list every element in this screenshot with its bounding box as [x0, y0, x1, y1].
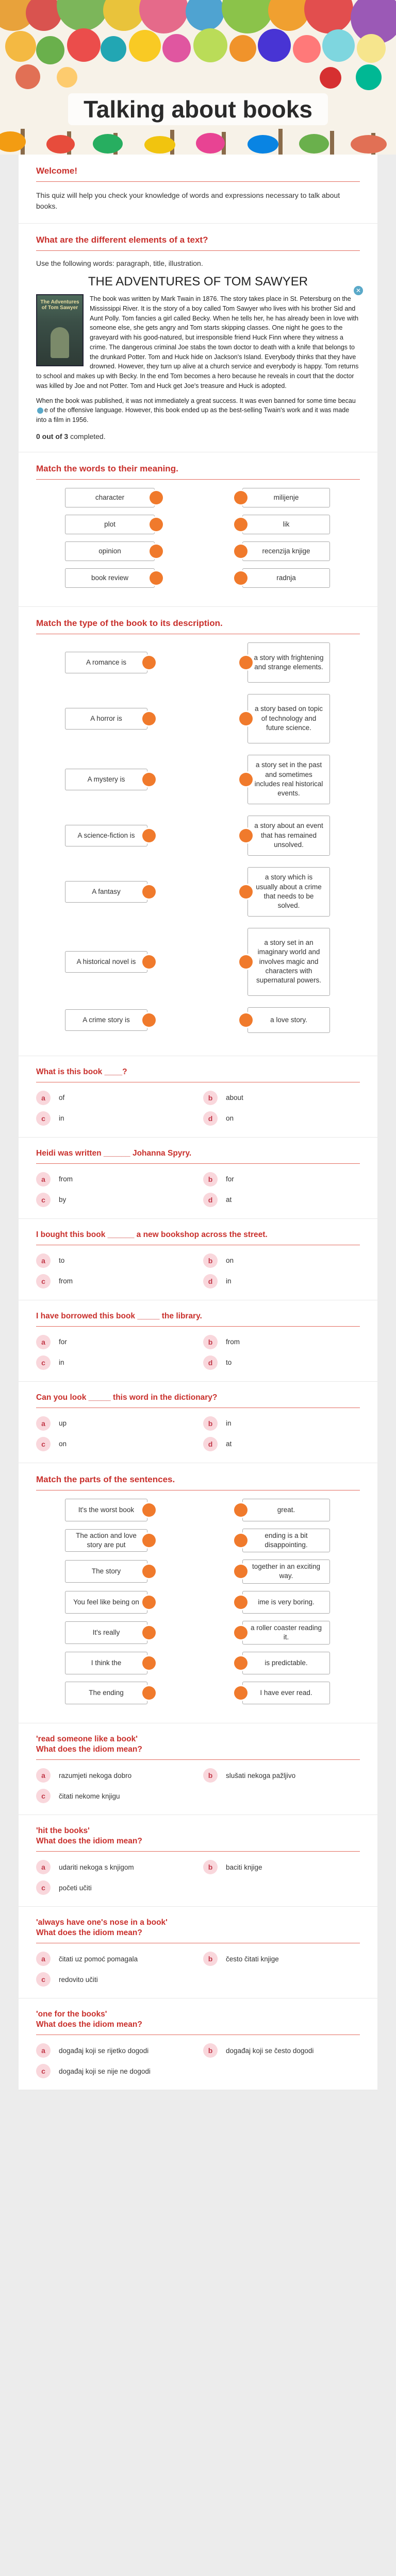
match-right-box[interactable]: a story set in the past and sometimes includes real historical events. — [248, 755, 330, 804]
match-left-box[interactable]: A historical novel is — [65, 951, 147, 973]
option-text: razumjeti nekoga dobro — [59, 1771, 132, 1780]
answer-option[interactable] — [203, 1091, 360, 1105]
option-text: on — [226, 1114, 234, 1123]
match-left-box[interactable]: A mystery is — [65, 769, 147, 790]
match-right-box[interactable]: a story about an event that has remained unsolved. — [248, 816, 330, 856]
option-letter-badge: c — [36, 1880, 51, 1895]
match-right-box[interactable]: is predictable. — [242, 1652, 330, 1674]
answer-option[interactable] — [203, 1768, 360, 1783]
mcq-question — [19, 1300, 377, 1382]
options-grid — [36, 1335, 360, 1370]
idiom-question — [19, 1907, 377, 1998]
option-letter-badge: d — [203, 1274, 218, 1289]
match-right-item — [234, 541, 330, 561]
match-right-box[interactable]: a story based on topic of technology and future science. — [248, 694, 330, 743]
match-book-types-section — [19, 607, 377, 1056]
options-grid — [36, 1952, 360, 1987]
divider — [36, 1851, 360, 1852]
match-left-item — [65, 1560, 156, 1583]
story-paragraph-2 — [36, 396, 360, 425]
welcome-section — [19, 155, 377, 224]
option-text: redovito učiti — [59, 1975, 98, 1984]
option-letter-badge: b — [203, 1172, 218, 1187]
answer-option[interactable] — [36, 1880, 193, 1895]
idiom-phrase: 'one for the books' — [36, 2010, 107, 2019]
match-left-item — [65, 1591, 156, 1614]
title-band — [0, 90, 396, 128]
match-row — [36, 1007, 360, 1033]
match-left-item — [65, 1529, 156, 1552]
option-letter-badge: b — [203, 1253, 218, 1268]
answer-option[interactable] — [36, 1437, 193, 1451]
drag-handle-dot[interactable] — [239, 712, 253, 725]
match-right-box[interactable]: together in an exciting way. — [242, 1560, 330, 1583]
options-grid — [36, 1768, 360, 1803]
header-banner — [0, 0, 396, 155]
drag-handle-dot[interactable] — [150, 571, 163, 585]
match-sentences-section — [19, 1463, 377, 1723]
option-text: događaj koji se rijetko dogodi — [59, 2046, 149, 2055]
answer-option[interactable] — [36, 1416, 193, 1431]
idiom-phrase: 'hit the books' — [36, 1826, 90, 1836]
divider — [36, 181, 360, 182]
option-letter-badge: b — [203, 2043, 218, 2058]
story-block — [36, 275, 360, 440]
match-left-item — [65, 1621, 156, 1644]
answer-option[interactable] — [203, 2043, 360, 2058]
drag-handle-dot[interactable] — [239, 955, 253, 969]
drag-handle-dot[interactable] — [239, 773, 253, 786]
idiom-question — [19, 1815, 377, 1907]
story-paragraph-1: The book was written by Mark Twain in 1876. The story takes place in St. Petersburg on the Mississippi River. It is the story of a boy called Tom Sawyer who lives with his brother Sid and Aunt Polly. Tom fancies a girl called Becky. When he tells her, he has already been in love with someone else, she gets angry and Tom starts skipping classes. One night he goes to the graveyard with his good-natured, but irresponsible friend Huck Finn where they witness a crime. The dangerous criminal Joe stabs the town doctor to death with a knife that belongs to the drunkard Potter. Tom and Huck hide on Jackson's Island. Everybody thinks that they have drowned. However, they turn up alive at a church service and everybody is happy. Tom returns to school and makes up with Becky. In the end Tom becomes a hero because he reveals in court that the doctor was killed by Joe and not Potter. Tom and Huck get Joe's treasure and Huck is adopted. — [36, 295, 359, 389]
option-text: on — [59, 1440, 67, 1448]
match-words-section — [19, 452, 377, 607]
match-left-item — [65, 515, 163, 534]
option-text: često čitati knjige — [226, 1955, 279, 1963]
match-right-item — [234, 488, 330, 507]
option-letter-badge: d — [203, 1193, 218, 1207]
match-row — [36, 515, 360, 534]
drag-handle-dot[interactable] — [142, 1534, 156, 1547]
options-grid — [36, 1416, 360, 1451]
match-row — [36, 568, 360, 588]
drag-handle-dot[interactable] — [239, 1013, 253, 1027]
divider — [36, 250, 360, 251]
option-text: događaj koji se često dogodi — [226, 2046, 314, 2055]
answer-option[interactable] — [36, 2064, 193, 2078]
match-right-box[interactable]: a story with frightening and strange elements. — [248, 642, 330, 683]
answer-option[interactable] — [36, 1355, 193, 1370]
drag-handle-dot[interactable] — [142, 1013, 156, 1027]
drag-handle-dot[interactable] — [142, 773, 156, 786]
option-letter-badge: a — [36, 1172, 51, 1187]
mcq-question — [19, 1219, 377, 1300]
match-left-box[interactable]: I think the — [65, 1652, 147, 1674]
option-text: from — [59, 1175, 73, 1183]
drag-handle-dot[interactable] — [142, 955, 156, 969]
match-right-item — [234, 1682, 330, 1704]
option-text: for — [59, 1338, 67, 1346]
match-left-box[interactable]: A romance is — [65, 652, 147, 673]
option-text: baciti knjige — [226, 1863, 262, 1871]
option-letter-badge: d — [203, 1111, 218, 1126]
idiom-list — [19, 1723, 377, 2090]
answer-option[interactable] — [203, 1274, 360, 1289]
match-right-item — [234, 1591, 330, 1614]
option-letter-badge: c — [36, 1789, 51, 1803]
answer-option[interactable] — [36, 1111, 193, 1126]
match-left-box[interactable]: book review — [65, 568, 155, 588]
option-letter-badge: a — [36, 1860, 51, 1874]
option-letter-badge: c — [36, 1274, 51, 1289]
match-left-item — [65, 825, 156, 846]
match-left-box[interactable]: plot — [65, 515, 155, 534]
drag-handle-dot[interactable] — [234, 545, 248, 558]
answer-option[interactable] — [203, 1860, 360, 1874]
match-right-item — [239, 755, 330, 804]
match-right-item — [239, 928, 330, 996]
match-left-item — [65, 1499, 156, 1521]
completed-count: 0 out of 3 — [36, 432, 69, 440]
match-row — [36, 541, 360, 561]
answer-option[interactable] — [203, 1437, 360, 1451]
match-right-box[interactable]: a love story. — [248, 1007, 330, 1033]
option-letter-badge: a — [36, 1091, 51, 1105]
drag-handle-dot[interactable] — [239, 656, 253, 669]
drag-handle-dot[interactable] — [142, 1503, 156, 1517]
drag-handle-dot[interactable] — [234, 491, 248, 504]
options-grid — [36, 2043, 360, 2078]
match-right-box[interactable]: I have ever read. — [242, 1682, 330, 1704]
match-row — [36, 1591, 360, 1614]
answer-option[interactable] — [36, 1860, 193, 1874]
match-left-item — [65, 769, 156, 790]
option-text: at — [226, 1440, 232, 1448]
drag-handle-dot[interactable] — [142, 1565, 156, 1578]
options-grid — [36, 1172, 360, 1207]
question-text: What does the idiom mean? — [36, 1928, 142, 1938]
book-cover-figure — [51, 327, 69, 358]
section-heading: What are the different elements of a text? — [36, 235, 208, 245]
option-text: of — [59, 1094, 65, 1102]
option-text: in — [59, 1114, 64, 1123]
match-left-item — [65, 1009, 156, 1031]
drag-handle-dot[interactable] — [150, 518, 163, 531]
match-right-item — [234, 1560, 330, 1583]
question-text: What is this book ____? — [36, 1067, 127, 1076]
match-left-item — [65, 488, 163, 507]
drag-handle-dot[interactable] — [142, 1686, 156, 1700]
idiom-phrase: 'read someone like a book' — [36, 1735, 138, 1744]
option-text: on — [226, 1257, 234, 1265]
match-row — [36, 816, 360, 856]
answer-option[interactable] — [203, 1253, 360, 1268]
quiz-card — [19, 155, 377, 2090]
match-list — [36, 488, 360, 588]
match-right-box[interactable]: a story which is usually about a crime that needs to be solved. — [248, 867, 330, 917]
option-text: about — [226, 1094, 243, 1102]
welcome-heading: Welcome! — [36, 166, 77, 176]
option-text: to — [59, 1257, 65, 1265]
match-right-box[interactable]: a story set in an imaginary world and involves magic and characters with supernatural powers. — [248, 928, 330, 996]
option-letter-badge: a — [36, 1416, 51, 1431]
answer-option[interactable] — [36, 1172, 193, 1187]
option-text: for — [226, 1175, 234, 1183]
question-text: Heidi was written ______ Johanna Spyry. — [36, 1148, 192, 1158]
page-title: Talking about books — [68, 93, 328, 125]
match-right-box[interactable]: radnja — [242, 568, 330, 588]
drag-handle-dot[interactable] — [234, 1686, 248, 1700]
option-letter-badge: b — [203, 1952, 218, 1966]
drag-handle-dot[interactable] — [239, 829, 253, 842]
drag-handle-dot[interactable] — [142, 1596, 156, 1609]
match-right-item — [234, 515, 330, 534]
idiom-question — [19, 1998, 377, 2090]
question-text: Can you look _____ this word in the dictionary? — [36, 1393, 218, 1402]
idiom-question — [19, 1723, 377, 1815]
options-grid — [36, 1091, 360, 1126]
option-letter-badge: c — [36, 1193, 51, 1207]
option-letter-badge: c — [36, 1355, 51, 1370]
drag-handle-dot[interactable] — [142, 712, 156, 725]
option-letter-badge: c — [36, 1111, 51, 1126]
hotspot-marker[interactable] — [37, 408, 43, 414]
option-letter-badge: a — [36, 1335, 51, 1349]
match-row — [36, 1652, 360, 1674]
match-left-box[interactable]: A science-fiction is — [65, 825, 147, 846]
option-text: čitati uz pomoć pomagala — [59, 1955, 138, 1963]
option-text: čitati nekome knjigu — [59, 1792, 120, 1800]
match-right-item — [239, 816, 330, 856]
option-letter-badge: b — [203, 1416, 218, 1431]
match-right-box[interactable]: milijenje — [242, 488, 330, 507]
text-elements-section — [19, 224, 377, 452]
instruction-text: Use the following words: paragraph, title, illustration. — [36, 259, 203, 267]
answer-option[interactable] — [36, 1193, 193, 1207]
answer-option[interactable] — [203, 1416, 360, 1431]
answer-option[interactable] — [36, 1789, 193, 1803]
match-left-box[interactable]: A fantasy — [65, 881, 147, 903]
answer-option[interactable] — [203, 1335, 360, 1349]
drag-handle-dot[interactable] — [150, 545, 163, 558]
match-list — [36, 642, 360, 1033]
match-left-box[interactable]: The action and love story are put — [65, 1529, 147, 1552]
match-right-item — [239, 642, 330, 683]
match-left-item — [65, 951, 156, 973]
answer-option[interactable] — [203, 1952, 360, 1966]
match-right-item — [239, 1007, 330, 1033]
options-grid — [36, 1253, 360, 1289]
answer-option[interactable] — [36, 1952, 193, 1966]
section-heading: Match the parts of the sentences. — [36, 1474, 175, 1484]
mcq-question — [19, 1382, 377, 1463]
mcq-question — [19, 1138, 377, 1219]
match-right-box[interactable]: recenzija knjige — [242, 541, 330, 561]
option-text: from — [59, 1277, 73, 1285]
match-left-box[interactable]: opinion — [65, 541, 155, 561]
match-right-item — [234, 1499, 330, 1521]
welcome-text: This quiz will help you check your knowledge of words and expressions necessary to talk about books. — [36, 191, 340, 210]
answer-option[interactable] — [36, 1972, 193, 1987]
match-right-box[interactable]: lik — [242, 515, 330, 534]
option-text: by — [59, 1196, 67, 1204]
match-left-item — [65, 541, 163, 561]
match-left-box[interactable]: You feel like being on — [65, 1591, 147, 1614]
drag-handle-dot[interactable] — [234, 1534, 248, 1547]
mcq-list — [19, 1056, 377, 1463]
match-right-item — [234, 1529, 330, 1552]
drag-handle-dot[interactable] — [234, 1596, 248, 1609]
divider — [36, 1759, 360, 1760]
option-letter-badge: a — [36, 2043, 51, 2058]
option-letter-badge: b — [203, 1768, 218, 1783]
idiom-phrase: 'always have one's nose in a book' — [36, 1918, 168, 1927]
drag-handle-dot[interactable] — [234, 1656, 248, 1670]
mcq-question — [19, 1056, 377, 1138]
option-text: in — [59, 1359, 64, 1367]
match-left-box[interactable]: A crime story is — [65, 1009, 147, 1031]
match-row — [36, 755, 360, 804]
match-right-box[interactable]: a roller coaster reading it. — [242, 1621, 330, 1645]
option-text: to — [226, 1359, 232, 1367]
divider — [36, 479, 360, 480]
match-right-item — [234, 1652, 330, 1674]
option-letter-badge: c — [36, 1437, 51, 1451]
divider — [36, 1163, 360, 1164]
answer-option[interactable] — [36, 1335, 193, 1349]
match-right-item — [239, 694, 330, 743]
drag-handle-dot[interactable] — [142, 885, 156, 899]
question-text: What does the idiom mean? — [36, 1745, 142, 1754]
match-right-item — [234, 568, 330, 588]
completed-suffix: completed. — [68, 432, 106, 440]
option-letter-badge: b — [203, 1091, 218, 1105]
answer-option[interactable] — [36, 1768, 193, 1783]
match-row — [36, 642, 360, 683]
match-list — [36, 1499, 360, 1704]
hotspot-marker[interactable]: ✕ — [354, 286, 363, 295]
match-left-box[interactable]: The ending — [65, 1682, 147, 1704]
options-grid — [36, 1860, 360, 1895]
match-left-item — [65, 652, 156, 673]
section-heading: Match the words to their meaning. — [36, 463, 178, 473]
match-row — [36, 867, 360, 917]
option-letter-badge: b — [203, 1860, 218, 1874]
option-text: in — [226, 1277, 232, 1285]
answer-option[interactable] — [203, 1111, 360, 1126]
match-right-item — [234, 1621, 330, 1645]
option-text: at — [226, 1196, 232, 1204]
match-right-box[interactable]: ending is a bit disappointing. — [242, 1529, 330, 1552]
match-left-item — [65, 708, 156, 730]
match-left-box[interactable]: character — [65, 488, 155, 507]
match-left-item — [65, 568, 163, 588]
story-text — [36, 287, 361, 425]
match-right-item — [239, 867, 330, 917]
answer-option[interactable] — [36, 1091, 193, 1105]
option-text: in — [226, 1419, 232, 1428]
drag-handle-dot[interactable] — [150, 491, 163, 504]
option-letter-badge: d — [203, 1437, 218, 1451]
option-text: up — [59, 1419, 67, 1428]
match-row — [36, 1682, 360, 1704]
option-text: slušati nekoga pažljivo — [226, 1771, 296, 1780]
match-left-item — [65, 1682, 156, 1704]
match-row — [36, 1560, 360, 1583]
completion-status — [36, 432, 360, 440]
option-letter-badge: c — [36, 2064, 51, 2078]
match-right-box[interactable]: ime is very boring. — [242, 1591, 330, 1614]
match-left-item — [65, 881, 156, 903]
drag-handle-dot[interactable] — [234, 1503, 248, 1517]
match-row — [36, 694, 360, 743]
drag-handle-dot[interactable] — [234, 571, 248, 585]
option-letter-badge: a — [36, 1253, 51, 1268]
match-left-box[interactable]: The story — [65, 1560, 147, 1583]
answer-option[interactable] — [36, 1253, 193, 1268]
match-row — [36, 488, 360, 507]
option-letter-badge: b — [203, 1335, 218, 1349]
book-cover-illustration — [36, 294, 84, 366]
drag-handle-dot[interactable] — [234, 518, 248, 531]
match-row — [36, 1529, 360, 1552]
option-letter-badge: a — [36, 1768, 51, 1783]
question-text: I bought this book ______ a new bookshop across the street. — [36, 1230, 268, 1239]
option-letter-badge: c — [36, 1972, 51, 1987]
question-text: I have borrowed this book _____ the library. — [36, 1311, 202, 1320]
option-letter-badge: d — [203, 1355, 218, 1370]
match-right-box[interactable]: great. — [242, 1499, 330, 1521]
match-left-box[interactable]: It's the worst book — [65, 1499, 147, 1521]
drag-handle-dot[interactable] — [234, 1626, 248, 1639]
answer-option[interactable] — [36, 1274, 193, 1289]
question-text: What does the idiom mean? — [36, 1837, 142, 1846]
drag-handle-dot[interactable] — [142, 656, 156, 669]
book-cover-title: The Adventures of Tom Sawyer — [40, 299, 79, 311]
question-text: What does the idiom mean? — [36, 2020, 142, 2029]
option-text: udariti nekoga s knjigom — [59, 1863, 134, 1871]
match-left-box[interactable]: It's really — [65, 1621, 147, 1644]
drag-handle-dot[interactable] — [142, 1626, 156, 1639]
answer-option[interactable] — [203, 1193, 360, 1207]
match-left-box[interactable]: A horror is — [65, 708, 147, 730]
divider — [36, 1326, 360, 1327]
option-text: događaj koji se nije ne dogodi — [59, 2067, 151, 2075]
match-row — [36, 1621, 360, 1645]
match-left-item — [65, 1652, 156, 1674]
story-title: THE ADVENTURES OF TOM SAWYER — [88, 275, 308, 289]
option-text: from — [226, 1338, 240, 1346]
drag-handle-dot[interactable] — [142, 829, 156, 842]
option-letter-badge: a — [36, 1952, 51, 1966]
drag-handle-dot[interactable] — [239, 885, 253, 899]
answer-option[interactable] — [36, 2043, 193, 2058]
paragraph-text: When the book was published, it was not immediately a great success. It was even banned for some time becau — [36, 397, 356, 404]
match-row — [36, 1499, 360, 1521]
answer-option[interactable] — [203, 1172, 360, 1187]
drag-handle-dot[interactable] — [142, 1656, 156, 1670]
match-row — [36, 928, 360, 996]
section-heading: Match the type of the book to its description. — [36, 618, 223, 628]
option-text: početi učiti — [59, 1884, 92, 1892]
paragraph-text: e of the offensive language. However, this book ended up as the best-selling Twain's work and it was made into a film in 1956. — [36, 406, 350, 423]
answer-option[interactable] — [203, 1355, 360, 1370]
